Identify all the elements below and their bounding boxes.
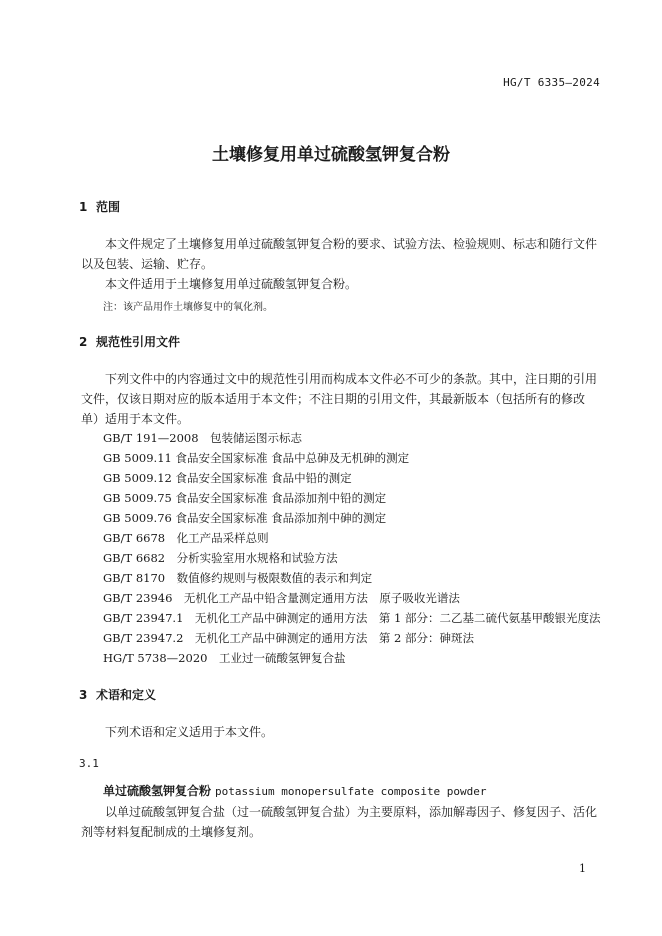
- reference-item: GB 5009.76 食品安全国家标准 食品添加剂中砷的测定: [103, 511, 387, 525]
- reference-item: GB 5009.12 食品安全国家标准 食品中铅的测定: [103, 471, 352, 485]
- section-2-heading: [79, 333, 180, 350]
- term-english: potassium monopersulfate composite powder: [215, 785, 487, 798]
- reference-item: HG/T 5738—2020 工业过一硫酸氢钾复合盐: [103, 651, 346, 665]
- reference-item: GB/T 6678 化工产品采样总则: [103, 531, 269, 545]
- scope-note: 注：该产品用作土壤修复中的氧化剂。: [103, 302, 273, 313]
- reference-item: GB/T 8170 数值修约规则与极限数值的表示和判定: [103, 571, 373, 585]
- term-entry: [103, 782, 487, 799]
- reference-item: GB 5009.75 食品安全国家标准 食品添加剂中铅的测定: [103, 491, 387, 505]
- document-title: 土壤修复用单过硫酸氢钾复合粉: [212, 145, 450, 165]
- reference-item: GB/T 23947.1 无机化工产品中砷测定的通用方法 第 1 部分：二乙基二硫代氨基甲酸银光度法: [103, 611, 601, 625]
- scope-paragraph-2: 本文件适用于土壤修复用单过硫酸氢钾复合粉。: [105, 277, 358, 291]
- reference-item: GB/T 23946 无机化工产品中铅含量测定通用方法 原子吸收光谱法: [103, 591, 460, 605]
- section-number: 3: [79, 688, 88, 702]
- section-title: 范围: [96, 200, 121, 214]
- scope-paragraph-1: 本文件规定了土壤修复用单过硫酸氢钾复合粉的要求、试验方法、检验规则、标志和随行文件以及包装、运输、贮存。: [81, 237, 598, 271]
- section-title: 术语和定义: [96, 688, 157, 702]
- standard-code: HG/T 6335—2024: [503, 76, 600, 89]
- section-1-heading: [79, 198, 120, 215]
- reference-item: GB/T 6682 分析实验室用水规格和试验方法: [103, 551, 338, 565]
- section-title: 规范性引用文件: [96, 335, 181, 349]
- term-chinese: 单过硫酸氢钾复合粉: [103, 784, 212, 798]
- reference-item: GB/T 23947.2 无机化工产品中砷测定的通用方法 第 2 部分：砷斑法: [103, 631, 475, 645]
- term-definition: 以单过硫酸氢钾复合盐（过一硫酸氢钾复合盐）为主要原料，添加解毒因子、修复因子、活化剂等材料复配制成的土壤修复剂。: [81, 805, 598, 839]
- page-number: 1: [579, 862, 586, 875]
- reference-item: GB 5009.11 食品安全国家标准 食品中总砷及无机砷的测定: [103, 451, 410, 465]
- section-number: 1: [79, 200, 88, 214]
- terms-intro: 下列术语和定义适用于本文件。: [105, 725, 274, 739]
- section-number: 2: [79, 335, 88, 349]
- normative-intro: 下列文件中的内容通过文中的规范性引用而构成本文件必不可少的条款。其中，注日期的引用文件，仅该日期对应的版本适用于本文件；不注日期的引用文件，其最新版本（包括所有的修改单）适用于本文件。: [81, 372, 598, 426]
- section-3-heading: [79, 686, 156, 703]
- term-number: 3.1: [79, 757, 99, 770]
- reference-item: GB/T 191—2008 包装储运图示标志: [103, 431, 303, 445]
